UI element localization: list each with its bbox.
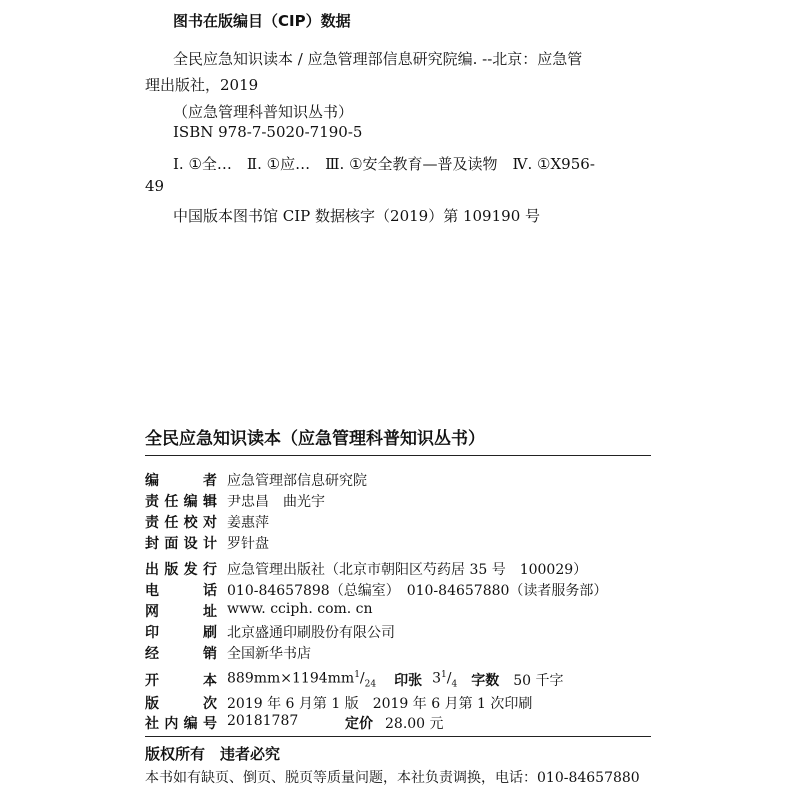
format-value: $889mm\times 1194mm^1/_{24}$	[227, 670, 377, 690]
divider	[145, 736, 651, 737]
cip-classification-wrap: 49	[145, 177, 165, 195]
edition-label: 版 次	[145, 696, 217, 712]
sheets-label: 印张	[394, 673, 423, 689]
publisher-row	[145, 622, 395, 642]
code-label: 社内编号	[145, 716, 217, 732]
publisher-label: 电 话	[145, 583, 217, 599]
credit-row	[145, 491, 325, 511]
credit-row	[145, 512, 269, 532]
divider	[145, 455, 651, 456]
credit-label: 编 者	[145, 473, 217, 489]
credit-label: 责任编辑	[145, 494, 217, 510]
publisher-label: 经 销	[145, 646, 217, 662]
cip-isbn: ISBN 978-7-5020-7190-5	[173, 123, 363, 141]
publisher-label: 出版发行	[145, 562, 217, 578]
spec-row-code	[145, 713, 444, 733]
words-label: 字数	[471, 673, 500, 689]
price-value: 28.00 元	[385, 716, 444, 732]
credit-row	[145, 533, 269, 553]
credit-value: 姜惠萍	[227, 515, 269, 531]
publisher-value: 应急管理出版社（北京市朝阳区芍药居 35 号 100029）	[227, 562, 588, 578]
publisher-value: 010-84657898（总编室） 010-84657880（读者服务部）	[227, 583, 608, 599]
credit-row	[145, 470, 367, 490]
publisher-row	[145, 643, 311, 663]
credit-label: 封面设计	[145, 536, 217, 552]
price-label: 定价	[345, 716, 373, 732]
cip-bibliographic-line-wrap: 理出版社，2019	[145, 76, 259, 94]
publisher-value: 北京盛通印刷股份有限公司	[227, 625, 395, 641]
cip-heading: 图书在版编目（CIP）数据	[173, 12, 351, 30]
cip-library-number: 中国版本图书馆 CIP 数据核字（2019）第 109190 号	[173, 207, 541, 225]
copyright-notice: 本书如有缺页、倒页、脱页等质量问题，本社负责调换，电话：010-84657880	[145, 770, 640, 786]
credit-value: 应急管理部信息研究院	[227, 473, 367, 489]
format-label: 开 本	[145, 673, 217, 689]
spec-row-format	[145, 670, 563, 690]
publisher-row	[145, 601, 373, 621]
publisher-label: 印 刷	[145, 625, 217, 641]
credit-value: 尹忠昌 曲光宇	[227, 494, 325, 510]
credit-label: 责任校对	[145, 515, 217, 531]
words-value: 50 千字	[513, 673, 564, 689]
cip-bibliographic-line: 全民应急知识读本 / 应急管理部信息研究院编. --北京：应急管	[173, 50, 583, 68]
sheets-value: $3^1/_4$	[432, 670, 458, 690]
code-value: 20181787	[227, 713, 299, 729]
publisher-value: 全国新华书店	[227, 646, 311, 662]
publisher-row	[145, 559, 587, 579]
edition-value: 2019 年 6 月第 1 版 2019 年 6 月第 1 次印刷	[227, 696, 533, 712]
spec-row-edition	[145, 693, 532, 713]
cip-series: （应急管理科普知识丛书）	[173, 103, 354, 121]
credit-value: 罗针盘	[227, 536, 269, 552]
publisher-label: 网 址	[145, 604, 217, 620]
website-value: www. cciph. com. cn	[227, 601, 373, 617]
book-title: 全民应急知识读本（应急管理科普知识丛书）	[145, 429, 485, 449]
publisher-row	[145, 580, 607, 600]
cip-classification: Ⅰ. ①全… Ⅱ. ①应… Ⅲ. ①安全教育—普及读物 Ⅳ. ①X956-	[173, 155, 595, 173]
copyright-heading: 版权所有 违者必究	[145, 745, 281, 763]
